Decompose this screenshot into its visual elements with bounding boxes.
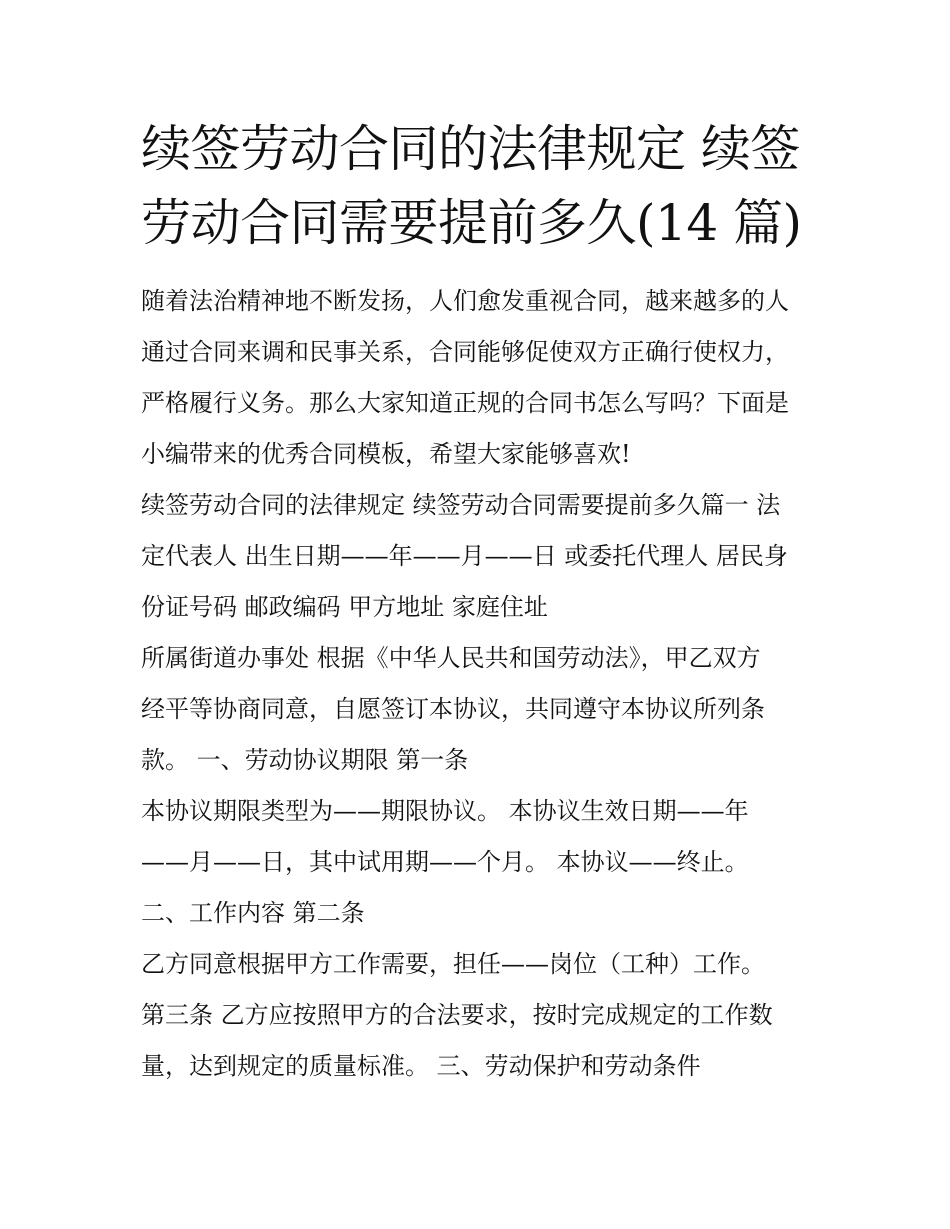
text-line: 所属街道办事处 根据《中华人民共和国劳动法》，甲乙双方 [141,644,761,672]
paragraph-article-3 [141,990,831,1092]
document-body [141,276,831,1092]
text-line: 严格履行义务。那么大家知道正规的合同书怎么写吗？下面是 [141,389,789,417]
paragraph-intro [141,276,831,480]
text-line: 经平等协商同意，自愿签订本协议，共同遵守本协议所列条 [141,695,765,723]
text-line: 二、工作内容 第二条 [141,899,365,927]
section-heading-work-content [141,888,831,939]
text-line: 本协议期限类型为——期限协议。 本协议生效日期——年 [141,797,749,825]
paragraph-parties [141,480,831,633]
text-line: ——月——日，其中试用期——个月。 本协议——终止。 [141,848,749,876]
text-line: 续签劳动合同的法律规定 续签劳动合同需要提前多久篇一 法 [141,491,781,519]
text-line: 第三条 乙方应按照甲方的合法要求，按时完成规定的工作数 [141,1001,773,1029]
paragraph-term [141,786,831,888]
document-title [141,112,831,260]
paragraph-basis [141,633,831,786]
text-line: 定代表人 出生日期——年——月——日 或委托代理人 居民身 [141,542,788,570]
text-line: 乙方同意根据甲方工作需要，担任——岗位（工种）工作。 [141,950,765,978]
text-line: 份证号码 邮政编码 甲方地址 家庭住址 [141,593,548,621]
text-line: 量，达到规定的质量标准。 三、劳动保护和劳动条件 [141,1052,701,1080]
title-line: 续签劳动合同的法律规定 续签 [141,120,800,178]
text-line: 通过合同来调和民事关系，合同能够促使双方正确行使权力， [141,338,789,366]
text-line: 款。 一、劳动协议期限 第一条 [141,746,469,774]
paragraph-article-2 [141,939,831,990]
text-line: 随着法治精神地不断发扬，人们愈发重视合同，越来越多的人 [141,287,789,315]
text-line: 小编带来的优秀合同模板，希望大家能够喜欢! [141,440,631,468]
title-line: 劳动合同需要提前多久(14 篇) [141,194,802,252]
